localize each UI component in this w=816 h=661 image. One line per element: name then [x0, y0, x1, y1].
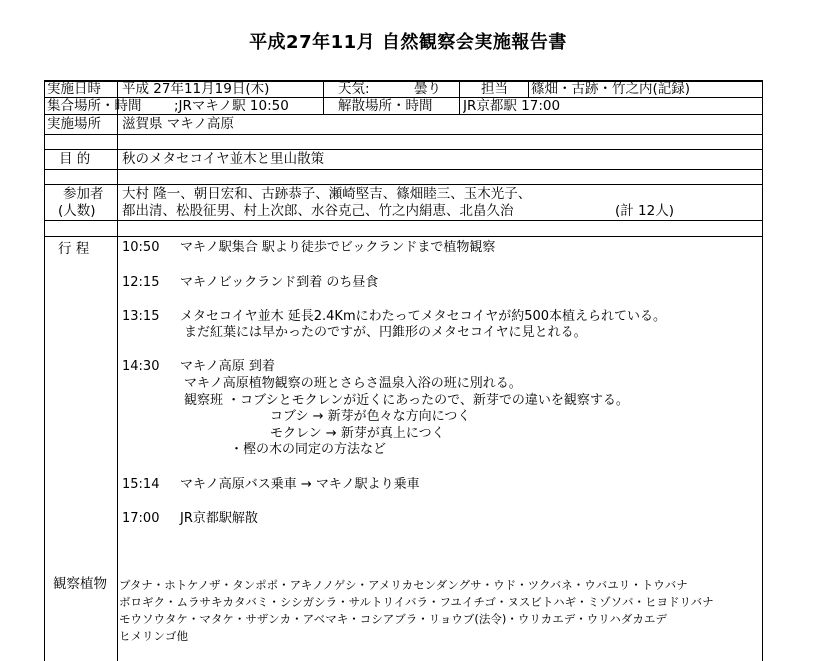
- participants-count-label: (人数): [58, 203, 96, 219]
- row-divider: [44, 236, 763, 237]
- schedule-text: メタセコイヤ並木 延長2.4Kmにわたってメタセコイヤが約500本植えられている。: [180, 309, 667, 324]
- schedule-time: 10:50: [122, 240, 160, 255]
- row-divider: [44, 134, 763, 135]
- date-label: 実施日時: [47, 81, 101, 97]
- plant-list-line: ヒメリンゴ他: [119, 629, 188, 643]
- schedule-time: 15:14: [122, 477, 160, 492]
- schedule-text: マキノ高原植物観察の班とさらさ温泉入浴の班に別れる。: [184, 376, 522, 391]
- schedule-text: マキノ高原バス乗車 → マキノ駅より乗車: [180, 477, 420, 492]
- staff-value: 篠畑・古跡・竹之内(記録): [531, 81, 691, 97]
- column-divider: [459, 80, 460, 114]
- participants-line: 大村 隆一、朝日宏和、古跡恭子、瀬崎堅吉、篠畑睦三、玉木光子、: [122, 186, 532, 202]
- schedule-text: コブシ → 新芽が色々な方向につく: [270, 409, 471, 424]
- schedule-text: 観察班 ・コブシとモクレンが近くにあったので、新芽での違いを観察する。: [184, 393, 629, 408]
- participants-total: (計 12人): [615, 203, 675, 219]
- weather-value: 曇り: [414, 81, 441, 97]
- table-left-border: [44, 80, 45, 661]
- row-divider: [44, 149, 763, 150]
- purpose-label: 目 的: [59, 151, 91, 167]
- schedule-label: 行 程: [58, 241, 90, 257]
- schedule-time: 14:30: [122, 359, 160, 374]
- report-title: 平成27年11月 自然観察会実施報告書: [249, 32, 567, 53]
- staff-label: 担当: [481, 81, 508, 97]
- participants-line: 都出清、松股征男、村上次郎、水谷克己、竹之内絹恵、北畠久治: [122, 203, 514, 219]
- place-label: 実施場所: [47, 116, 101, 132]
- row-divider: [44, 169, 763, 170]
- column-divider: [528, 80, 529, 97]
- plant-list-line: モウソウタケ・マタケ・サザンカ・アベマキ・コシアブラ・リョウブ(法令)・ウリカエデ・ウリハダカエデ: [119, 612, 667, 626]
- schedule-text: マキノ駅集合 駅より徒歩でビックランドまで植物観察: [180, 240, 496, 255]
- place-value: 滋賀県 マキノ高原: [122, 116, 235, 132]
- participants-label: 参加者: [63, 186, 104, 202]
- schedule-text: ・樫の木の同定の方法など: [230, 442, 387, 457]
- table-right-border: [762, 80, 763, 661]
- schedule-time: 13:15: [122, 309, 160, 324]
- row-divider: [44, 114, 763, 115]
- schedule-time: 12:15: [122, 275, 160, 290]
- label-column-divider: [117, 80, 118, 661]
- meet-value: ;JRマキノ駅 10:50: [174, 98, 289, 114]
- column-divider: [323, 80, 324, 114]
- row-divider: [44, 220, 763, 221]
- schedule-text: JR京都駅解散: [180, 511, 258, 526]
- schedule-text: マキノ高原 到着: [180, 359, 275, 374]
- schedule-text: マキノビックランド到着 のち昼食: [180, 275, 379, 290]
- plant-list-line: ボロギク・ムラサキカタバミ・シシガシラ・サルトリイバラ・フユイチゴ・ヌスビトハギ・ミゾソバ・ヒヨドリバナ: [119, 595, 714, 609]
- plant-list-line: ブタナ・ホトケノザ・タンポポ・アキノノゲシ・アメリカセンダングサ・ウド・ツクバネ・ウバユリ・トウバナ: [119, 578, 688, 592]
- dismiss-label: 解散場所・時間: [338, 98, 433, 114]
- meet-label: 集合場所・時間: [47, 98, 142, 114]
- row-divider: [44, 184, 763, 185]
- plants-label: 観察植物: [53, 576, 107, 592]
- schedule-text: まだ紅葉には早かったのですが、円錐形のメタセコイヤに見とれる。: [184, 325, 587, 340]
- dismiss-value: JR京都駅 17:00: [463, 98, 561, 114]
- date-value: 平成 27年11月19日(木): [122, 81, 270, 97]
- purpose-value: 秋のメタセコイヤ並木と里山散策: [122, 151, 325, 167]
- schedule-text: モクレン → 新芽が真上につく: [270, 426, 445, 441]
- schedule-time: 17:00: [122, 511, 160, 526]
- weather-label: 天気:: [338, 81, 370, 97]
